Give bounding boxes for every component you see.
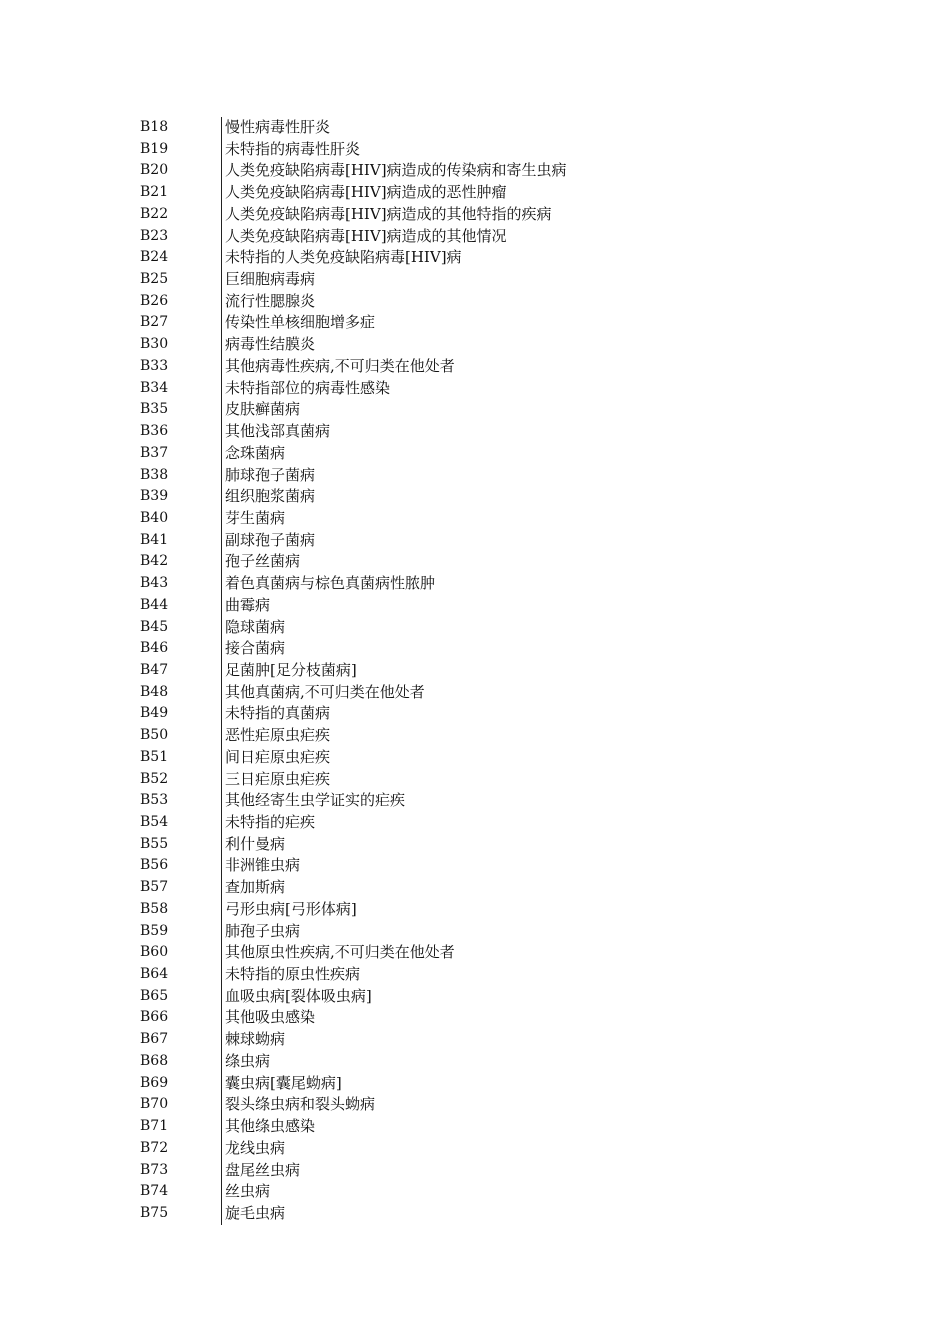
disease-description: 其他病毒性疾病,不可归类在他处者 [221, 356, 660, 378]
table-row [140, 356, 660, 378]
disease-description: 病毒性结膜炎 [221, 334, 660, 356]
disease-description: 恶性疟原虫疟疾 [221, 725, 660, 747]
table-row [140, 139, 660, 161]
disease-description: 接合菌病 [221, 638, 660, 660]
disease-description: 曲霉病 [221, 595, 660, 617]
disease-code: B49 [140, 705, 169, 722]
disease-description: 其他浅部真菌病 [221, 421, 660, 443]
disease-code: B55 [140, 835, 169, 852]
disease-description: 丝虫病 [221, 1181, 660, 1203]
table-row [140, 747, 660, 769]
disease-code: B19 [140, 140, 169, 157]
disease-description: 组织胞浆菌病 [221, 486, 660, 508]
disease-description: 副球孢子菌病 [221, 530, 660, 552]
disease-description: 着色真菌病与棕色真菌病性脓肿 [221, 573, 660, 595]
disease-description: 未特指的人类免疫缺陷病毒[HIV]病 [221, 247, 660, 269]
disease-code: B50 [140, 727, 169, 744]
disease-description: 人类免疫缺陷病毒[HIV]病造成的其他特指的疾病 [221, 204, 660, 226]
disease-code: B75 [140, 1204, 169, 1221]
disease-description: 传染性单核细胞增多症 [221, 312, 660, 334]
disease-code: B40 [140, 509, 169, 526]
table-row [140, 1007, 660, 1029]
disease-description: 慢性病毒性肝炎 [221, 117, 660, 139]
table-row [140, 855, 660, 877]
table-row [140, 812, 660, 834]
disease-code: B20 [140, 162, 169, 179]
disease-code: B44 [140, 596, 169, 613]
disease-description: 孢子丝菌病 [221, 551, 660, 573]
disease-description: 血吸虫病[裂体吸虫病] [221, 986, 660, 1008]
disease-description: 非洲锥虫病 [221, 855, 660, 877]
disease-code: B51 [140, 748, 169, 765]
table-row [140, 769, 660, 791]
table-row [140, 703, 660, 725]
disease-code: B52 [140, 770, 169, 787]
disease-description: 其他绦虫感染 [221, 1116, 660, 1138]
disease-code: B60 [140, 944, 169, 961]
table-row [140, 964, 660, 986]
table-row [140, 1029, 660, 1051]
table-row [140, 421, 660, 443]
disease-description: 未特指的病毒性肝炎 [221, 139, 660, 161]
table-row [140, 595, 660, 617]
table-row [140, 551, 660, 573]
disease-code: B41 [140, 531, 169, 548]
disease-code: B42 [140, 553, 169, 570]
disease-description: 流行性腮腺炎 [221, 291, 660, 313]
disease-description: 巨细胞病毒病 [221, 269, 660, 291]
disease-description: 三日疟原虫疟疾 [221, 769, 660, 791]
disease-code: B43 [140, 575, 169, 592]
disease-description: 绦虫病 [221, 1051, 660, 1073]
table-row [140, 530, 660, 552]
table-row [140, 1051, 660, 1073]
table-row [140, 660, 660, 682]
table-row [140, 638, 660, 660]
table-row [140, 1094, 660, 1116]
table-row [140, 790, 660, 812]
disease-description: 查加斯病 [221, 877, 660, 899]
table-row [140, 291, 660, 313]
table-row [140, 443, 660, 465]
disease-code: B74 [140, 1183, 169, 1200]
disease-code: B27 [140, 314, 169, 331]
disease-description: 念珠菌病 [221, 443, 660, 465]
disease-description: 囊虫病[囊尾蚴病] [221, 1073, 660, 1095]
disease-description: 未特指的原虫性疾病 [221, 964, 660, 986]
disease-description: 隐球菌病 [221, 617, 660, 639]
disease-code: B71 [140, 1118, 169, 1135]
disease-code: B69 [140, 1074, 169, 1091]
disease-code: B21 [140, 184, 169, 201]
table-row [140, 986, 660, 1008]
disease-code: B47 [140, 661, 169, 678]
disease-description: 间日疟原虫疟疾 [221, 747, 660, 769]
disease-code: B22 [140, 205, 169, 222]
disease-code: B53 [140, 792, 169, 809]
disease-description: 人类免疫缺陷病毒[HIV]病造成的传染病和寄生虫病 [221, 160, 660, 182]
disease-code: B38 [140, 466, 169, 483]
table-row [140, 1138, 660, 1160]
table-row [140, 226, 660, 248]
disease-description: 芽生菌病 [221, 508, 660, 530]
disease-code: B33 [140, 357, 169, 374]
disease-description: 弓形虫病[弓形体病] [221, 899, 660, 921]
disease-description: 其他经寄生虫学证实的疟疾 [221, 790, 660, 812]
table-row [140, 312, 660, 334]
disease-code: B46 [140, 640, 169, 657]
table-row [140, 682, 660, 704]
disease-code: B39 [140, 488, 169, 505]
disease-code: B58 [140, 900, 169, 917]
table-row [140, 160, 660, 182]
disease-code: B34 [140, 379, 169, 396]
icd-code-table [140, 117, 660, 1225]
table-row [140, 899, 660, 921]
disease-code: B25 [140, 271, 169, 288]
table-row [140, 877, 660, 899]
disease-code: B26 [140, 292, 169, 309]
disease-code: B65 [140, 987, 169, 1004]
disease-description: 肺球孢子菌病 [221, 465, 660, 487]
disease-description: 盘尾丝虫病 [221, 1160, 660, 1182]
disease-description: 未特指的真菌病 [221, 703, 660, 725]
table-row [140, 573, 660, 595]
disease-code: B72 [140, 1139, 169, 1156]
disease-description: 其他真菌病,不可归类在他处者 [221, 682, 660, 704]
disease-description: 利什曼病 [221, 834, 660, 856]
disease-code: B73 [140, 1161, 169, 1178]
disease-description: 旋毛虫病 [221, 1203, 660, 1225]
disease-code: B36 [140, 423, 169, 440]
table-row [140, 617, 660, 639]
table-row [140, 1203, 660, 1225]
disease-code: B35 [140, 401, 169, 418]
disease-code: B48 [140, 683, 169, 700]
disease-description: 皮肤癣菌病 [221, 399, 660, 421]
disease-code: B23 [140, 227, 169, 244]
table-row [140, 1073, 660, 1095]
disease-description: 其他吸虫感染 [221, 1007, 660, 1029]
table-row [140, 117, 660, 139]
table-row [140, 1181, 660, 1203]
disease-code: B56 [140, 857, 169, 874]
disease-description: 人类免疫缺陷病毒[HIV]病造成的其他情况 [221, 226, 660, 248]
table-row [140, 334, 660, 356]
disease-description: 肺孢子虫病 [221, 921, 660, 943]
table-row [140, 269, 660, 291]
disease-description: 未特指部位的病毒性感染 [221, 378, 660, 400]
disease-description: 未特指的疟疾 [221, 812, 660, 834]
disease-code: B54 [140, 814, 169, 830]
disease-description: 足菌肿[足分枝菌病] [221, 660, 660, 682]
table-row [140, 486, 660, 508]
disease-code: B30 [140, 336, 169, 353]
disease-code: B67 [140, 1031, 169, 1048]
disease-code: B68 [140, 1052, 169, 1069]
table-row [140, 834, 660, 856]
disease-description: 人类免疫缺陷病毒[HIV]病造成的恶性肿瘤 [221, 182, 660, 204]
table-row [140, 399, 660, 421]
disease-description: 龙线虫病 [221, 1138, 660, 1160]
table-row [140, 942, 660, 964]
disease-code: B18 [140, 119, 169, 135]
disease-code: B59 [140, 922, 169, 939]
table-row [140, 1160, 660, 1182]
table-row [140, 204, 660, 226]
disease-description: 裂头绦虫病和裂头蚴病 [221, 1094, 660, 1116]
table-row [140, 725, 660, 747]
table-row [140, 921, 660, 943]
table-row [140, 247, 660, 269]
table-row [140, 1116, 660, 1138]
disease-code: B45 [140, 618, 169, 635]
disease-code: B37 [140, 444, 169, 461]
disease-code: B70 [140, 1096, 169, 1113]
table-row [140, 378, 660, 400]
disease-code: B57 [140, 879, 169, 896]
table-row [140, 508, 660, 530]
disease-description: 其他原虫性疾病,不可归类在他处者 [221, 942, 660, 964]
disease-code: B24 [140, 249, 169, 266]
disease-code: B66 [140, 1009, 169, 1026]
disease-description: 棘球蚴病 [221, 1029, 660, 1051]
table-row [140, 465, 660, 487]
table-row [140, 182, 660, 204]
disease-code: B64 [140, 966, 169, 983]
